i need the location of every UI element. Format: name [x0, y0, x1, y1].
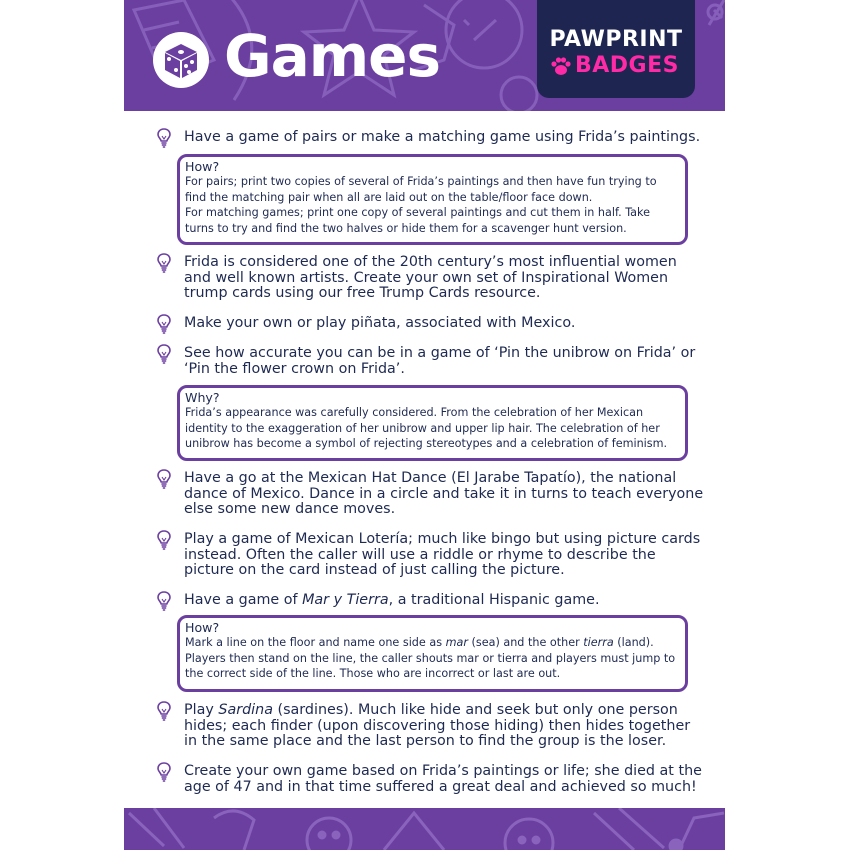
- lightbulb-icon: [156, 591, 172, 611]
- box-text-part: (sea) and the other: [467, 636, 584, 649]
- info-box: [177, 154, 688, 245]
- list-item: [184, 532, 704, 579]
- item-text: Have a go at the Mexican Hat Dance (El Jarabe Tapatío), the national dance of Mexico. Dance in a circle and take it in turns to teach everyone else some new dance moves.: [184, 470, 704, 517]
- game-name: Mar y Tierra: [302, 592, 389, 608]
- lightbulb-icon: [156, 701, 172, 721]
- item-text: See how accurate you can be in a game of ‘Pin the unibrow on Frida’ or ‘Pin the flower crown on Frida’.: [184, 345, 696, 377]
- list-item: [184, 703, 704, 750]
- box-body: [185, 635, 679, 682]
- box-text-part: (land). Players then stand on the line, the caller shouts mar or tierra and players must jump to the correct side of the line. Those who are incorrect or last are out.: [185, 636, 676, 681]
- page-title: Games: [224, 22, 441, 90]
- box-text-part: Mark a line on the floor and name one side as: [185, 636, 446, 649]
- lightbulb-icon: [156, 762, 172, 782]
- footer-banner: [124, 808, 725, 850]
- lightbulb-icon: [156, 253, 172, 273]
- item-text: Play a game of Mexican Lotería; much like bingo but using picture cards instead. Often the caller will use a riddle or rhyme to describe the picture on the card instead of just calling the picture.: [184, 531, 701, 578]
- box-paragraph: [185, 635, 679, 682]
- footer-doodle-pattern: [124, 808, 725, 850]
- lightbulb-icon: [156, 530, 172, 550]
- list-item: [184, 764, 704, 795]
- info-box: [177, 385, 688, 461]
- lightbulb-icon: [156, 314, 172, 334]
- item-text: [184, 593, 704, 609]
- item-text: Make your own or play piñata, associated with Mexico.: [184, 315, 576, 331]
- brand-name-top: PAWPRINT: [549, 27, 683, 52]
- game-name: Sardina: [218, 702, 273, 718]
- list-item: [184, 593, 704, 609]
- item-text: [184, 703, 704, 750]
- box-text-emphasis: tierra: [583, 636, 614, 649]
- item-text-part: Play: [184, 702, 219, 718]
- item-text-part: (sardines). Much like hide and seek but only one person hides; each finder (upon discovering those hiding) then hides together in the same place and the last person to find the group is the loser.: [184, 702, 691, 749]
- item-text: Frida is considered one of the 20th century’s most influential women and well known artists. Create your own set of Inspirational Women trump cards using our free Trump Cards resource.: [184, 254, 677, 301]
- dice-icon: [153, 32, 209, 88]
- info-box: [177, 615, 688, 692]
- brand-name-bottom: BADGES: [575, 53, 679, 78]
- box-body: [185, 174, 679, 236]
- box-body: [185, 405, 679, 452]
- list-item: [184, 130, 704, 146]
- brand-logo: [537, 0, 695, 98]
- box-title: How?: [185, 620, 220, 635]
- item-text: Have a game of pairs or make a matching game using Frida’s paintings.: [184, 129, 701, 145]
- lightbulb-icon: [156, 128, 172, 148]
- list-item: [184, 255, 704, 302]
- box-paragraph: Frida’s appearance was carefully considered. From the celebration of her Mexican identity to the exaggeration of her unibrow and upper lip hair. The celebration of her unibrow has become a symbol of rejecting stereotypes and a celebration of feminism.: [185, 406, 668, 451]
- item-text: Create your own game based on Frida’s paintings or life; she died at the age of 47 and in that time suffered a great deal and achieved so much!: [184, 763, 702, 795]
- box-text-emphasis: mar: [445, 636, 468, 649]
- box-paragraph: For matching games; print one copy of several paintings and cut them in half. Take turns to try and find the two halves or hide them for a scavenger hunt version.: [185, 206, 651, 235]
- item-text-part: , a traditional Hispanic game.: [388, 592, 600, 608]
- worksheet-page: [124, 0, 725, 850]
- box-title: How?: [185, 159, 220, 174]
- list-item: [184, 316, 704, 332]
- paw-icon: [550, 56, 572, 76]
- list-item: [184, 471, 704, 518]
- lightbulb-icon: [156, 344, 172, 364]
- box-title: Why?: [185, 390, 220, 405]
- header-banner: [124, 0, 725, 111]
- item-text-part: Have a game of: [184, 592, 303, 608]
- list-item: [184, 346, 704, 377]
- box-paragraph: For pairs; print two copies of several of Frida’s paintings and then have fun trying to find the matching pair when all are laid out on the table/floor face down.: [185, 175, 657, 204]
- lightbulb-icon: [156, 469, 172, 489]
